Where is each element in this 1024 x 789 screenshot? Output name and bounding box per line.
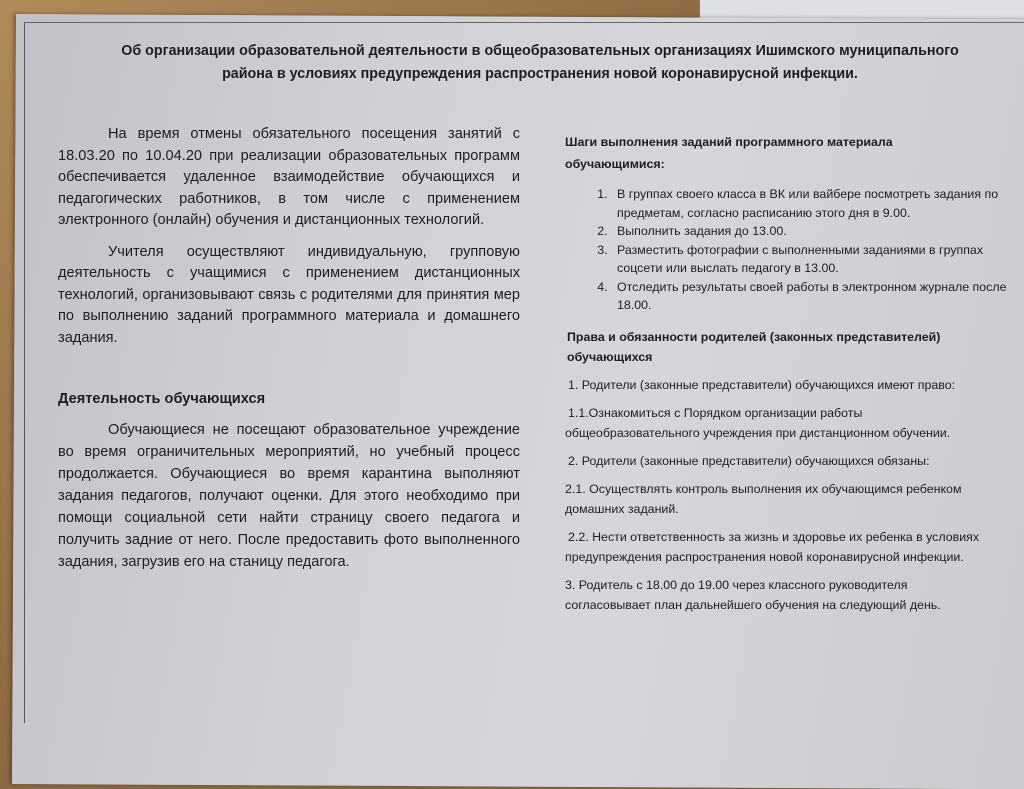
text-line: 2.1. Осуществлять контроль выполнения их обучающимся ребенком	[565, 481, 962, 496]
paragraph-text: Обучающиеся не посещают образовательное учреждение во время ограничительных мероприятий, но учебный процесс продолжается. Обучающиеся во время карантина выполняют задания педагогов, получают оценки. Для этого необходимо при помощи социальной сети найти страницу своего педагога и получить задние от него. После предоставить фото выполненного задания, загрузив его на станицу педагога.	[58, 421, 520, 570]
paragraph-remote-learning	[58, 124, 520, 232]
rights-item	[565, 375, 1010, 395]
list-item: 1. В группах своего класса в ВК или вайбере посмотреть задания по предметам, согласно расписанию этого дня в 9.00.	[611, 185, 1010, 222]
rights-item	[565, 451, 1010, 471]
left-column	[58, 124, 520, 573]
paragraph-teachers	[58, 242, 520, 350]
steps-list	[585, 185, 1010, 315]
document-title	[60, 40, 1020, 86]
text-line: 1.1.Ознакомиться с Порядком организации работы	[568, 405, 863, 420]
right-column	[565, 131, 1010, 615]
text-line: общеобразовательного учреждения при дистанционном обучении.	[565, 425, 951, 440]
text-line: согласовывает план дальнейшего обучения на следующий день.	[565, 597, 941, 612]
paragraph-text: Учителя осуществляют индивидуальную, групповую деятельность с учащимися с применением дистанционных технологий, организовывают связь с родителями для принятия мер по выполнению заданий программного материала и домашнего задания.	[58, 243, 520, 346]
heading-line: Права и обязанности родителей (законных представителей)	[567, 329, 941, 344]
list-item: 4. Отследить результаты своей работы в электронном журнале после 18.00.	[611, 278, 1010, 315]
paragraph-text: На время отмены обязательного посещения занятий с 18.03.20 по 10.04.20 при реализации образовательных программ обеспечивается удаленное взаимодействие обучающихся и педагогических работников, в том числе с применением электронного (онлайн) обучения и дистанционных технологий.	[58, 126, 520, 228]
steps-heading	[565, 131, 1010, 175]
heading-line: обучающихся	[567, 349, 653, 364]
rights-heading	[565, 327, 1010, 367]
rights-item	[565, 527, 1010, 567]
list-item: 3. Разместить фотографии с выполненными заданиями в группах соцсети или выслать педагогу в 13.00.	[611, 241, 1010, 278]
heading-line: обучающимися:	[565, 157, 665, 171]
text-line: домашних заданий.	[565, 501, 679, 516]
text-line: 3. Родитель с 18.00 до 19.00 через классного руководителя	[565, 577, 908, 592]
text-line: 2.2. Нести ответственность за жизнь и здоровье их ребенка в условиях	[568, 529, 980, 544]
heading-line: Шаги выполнения заданий программного материала	[565, 135, 893, 149]
text-line: 1. Родители (законные представители) обучающихся имеют право:	[568, 377, 956, 392]
text-line: предупреждения распространения новой коронавирусной инфекции.	[565, 549, 964, 564]
title-line: Об организации образовательной деятельности в общеобразовательных организациях Ишимского муниципального	[121, 43, 959, 59]
rights-item	[565, 403, 1010, 443]
title-line: района в условиях предупреждения распространения новой коронавирусной инфекции.	[222, 66, 858, 82]
rights-item	[565, 575, 1010, 615]
text-line: 2. Родители (законные представители) обучающихся обязаны:	[568, 453, 930, 468]
list-item: 2. Выполнить задания до 13.00.	[611, 222, 1010, 241]
rights-item	[565, 479, 1010, 519]
paragraph-students	[58, 419, 520, 573]
section-heading-students: Деятельность обучающихся	[58, 391, 266, 407]
